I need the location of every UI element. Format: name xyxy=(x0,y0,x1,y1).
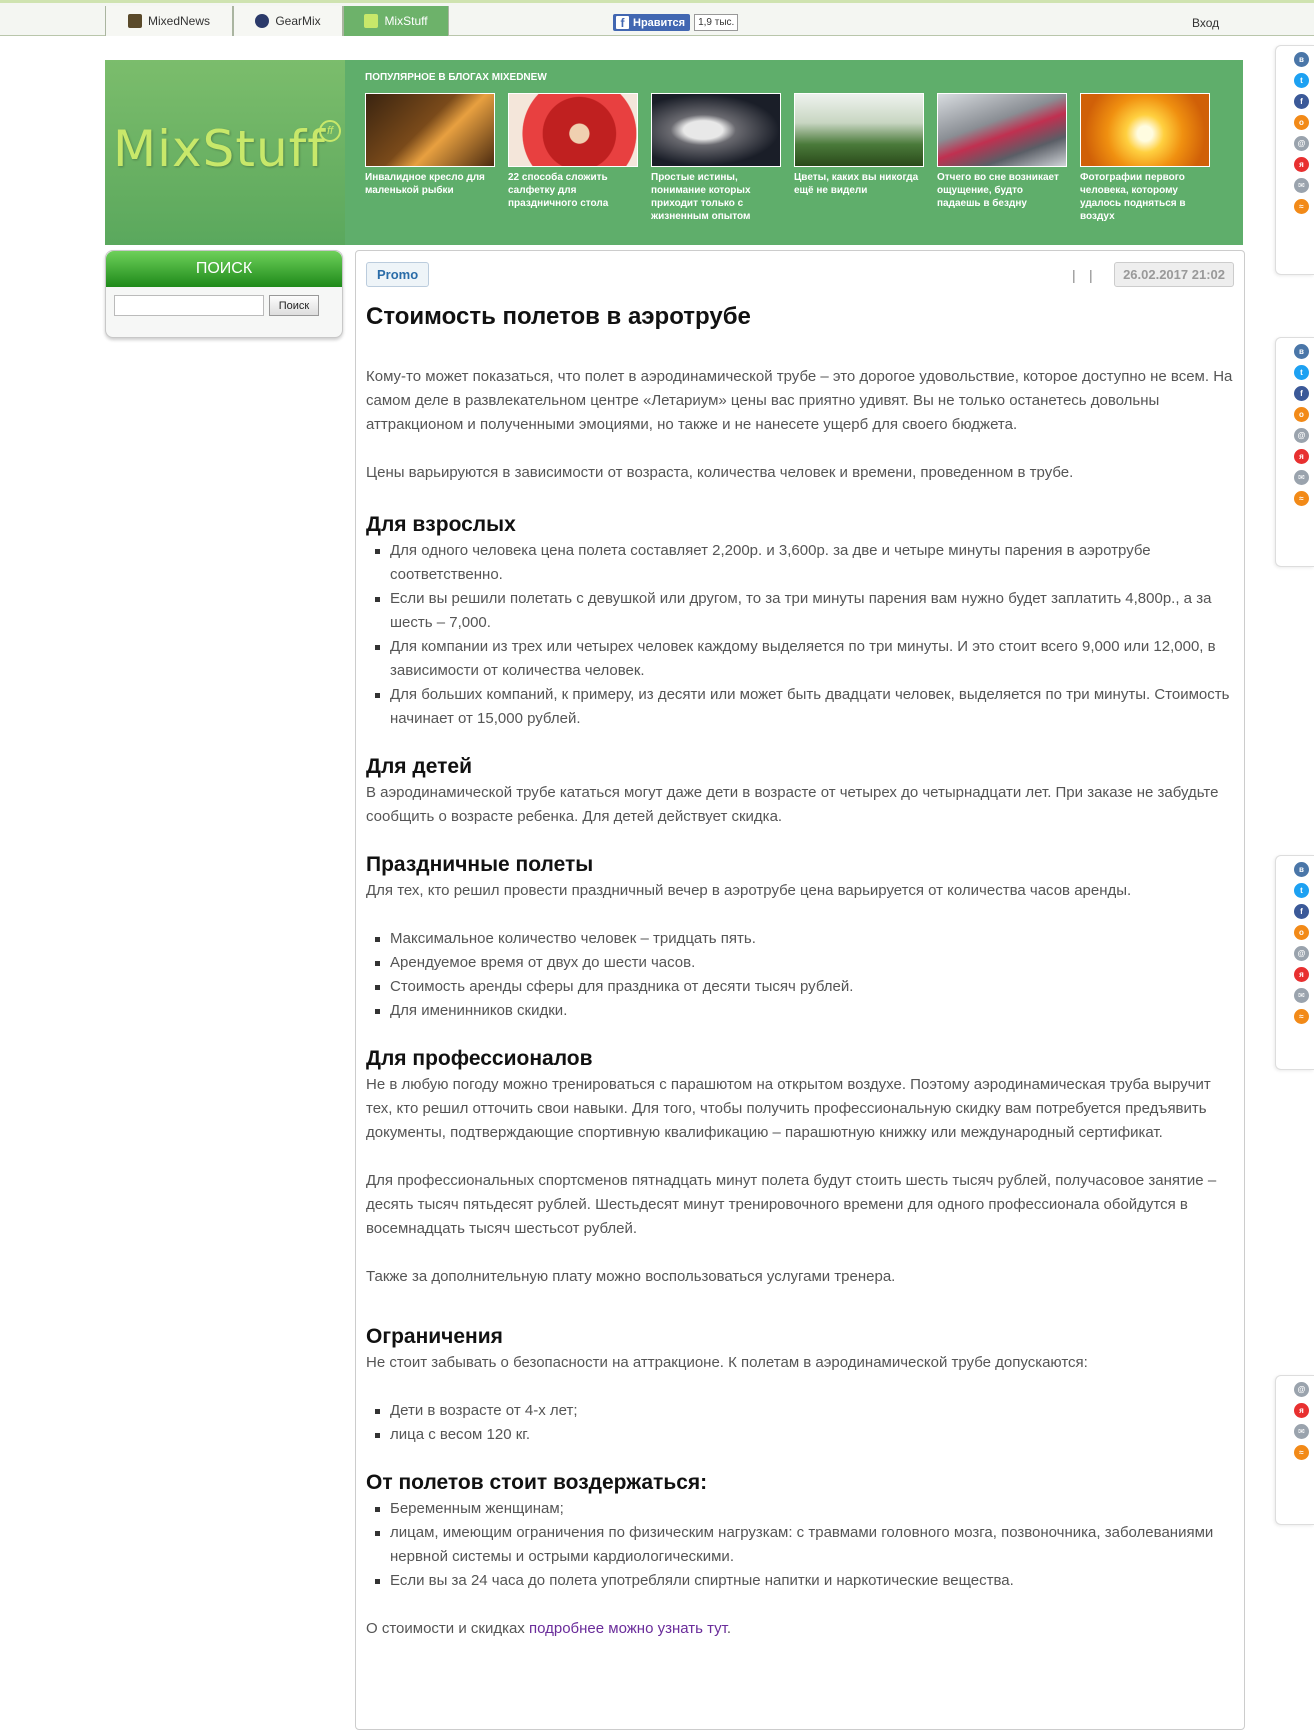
list-item: Арендуемое время от двух до шести часов. xyxy=(366,951,1236,975)
list-item: Максимальное количество человек – тридцать пять. xyxy=(366,927,1236,951)
post-thumbnail[interactable] xyxy=(794,93,924,167)
list-item: Если вы за 24 часа до полета употребляли спиртные напитки и наркотические вещества. xyxy=(366,1569,1236,1593)
list-item: Для одного человека цена полета составляет 2,200р. и 3,600р. за две и четыре минуты парения в аэротрубе соответственно. xyxy=(366,539,1236,587)
logo-mark-icon: ff xyxy=(319,120,341,142)
section-heading: Для профессионалов xyxy=(366,1047,593,1070)
post-caption[interactable]: Инвалидное кресло для маленькой рыбки xyxy=(365,172,485,196)
paragraph: Для тех, кто решил провести праздничный вечер в аэротрубе цена варьируется от количества часов аренды. xyxy=(366,882,1132,899)
rss-icon[interactable]: ≈ xyxy=(1294,491,1309,506)
list xyxy=(366,1497,1236,1593)
post-caption[interactable]: Отчего во сне возникает ощущение, будто падаешь в бездну xyxy=(937,172,1059,209)
facebook-icon[interactable]: f xyxy=(1294,386,1309,401)
vk-icon[interactable]: в xyxy=(1294,862,1309,877)
login-link[interactable]: Вход xyxy=(1192,16,1220,30)
site-header xyxy=(105,60,1243,245)
meta-separator: | xyxy=(1072,267,1076,283)
odnoklassniki-icon[interactable]: о xyxy=(1294,115,1309,130)
paragraph: Цены варьируются в зависимости от возраста, количества человек и времени, проведенном в трубе. xyxy=(366,464,1074,481)
like-label: Нравится xyxy=(633,16,686,29)
post-thumbnail[interactable] xyxy=(937,93,1067,167)
share-rail xyxy=(1275,1375,1314,1525)
category-badge[interactable]: Promo xyxy=(366,262,429,287)
yandex-icon[interactable]: я xyxy=(1294,1403,1309,1418)
article-card xyxy=(355,250,1245,1730)
popular-post[interactable] xyxy=(365,93,495,197)
tab-label: MixedNews xyxy=(147,14,210,28)
tab-label: GearMix xyxy=(275,14,321,28)
list-item: Если вы решили полетать с девушкой или другом, то за три минуты парения вам нужно будет заплатить 4,800р., а за шесть – 7,000. xyxy=(366,587,1236,635)
email-icon[interactable]: ✉ xyxy=(1294,470,1309,485)
meta-separator: | xyxy=(1089,267,1093,283)
twitter-icon[interactable]: t xyxy=(1294,73,1309,88)
post-thumbnail[interactable] xyxy=(651,93,781,167)
tab-mixstuff[interactable] xyxy=(343,6,449,36)
section-heading: От полетов стоит воздержаться: xyxy=(366,1471,708,1494)
vk-icon[interactable]: в xyxy=(1294,344,1309,359)
section-heading: Ограничения xyxy=(366,1325,503,1348)
site-logo: MixStuff xyxy=(113,120,326,178)
like-count: 1,9 тыс. xyxy=(694,14,738,31)
footer-end: . xyxy=(726,1620,732,1637)
odnoklassniki-icon[interactable]: о xyxy=(1294,407,1309,422)
tab-gearmix[interactable] xyxy=(233,6,343,36)
section-heading: Для детей xyxy=(366,755,472,778)
list-item: Стоимость аренды сферы для праздника от десяти тысяч рублей. xyxy=(366,975,1236,999)
mailru-icon[interactable]: @ xyxy=(1294,136,1309,151)
list-item: Для именинников скидки. xyxy=(366,999,1236,1023)
footer-text: О стоимости и скидках xyxy=(366,1620,525,1637)
mailru-icon[interactable]: @ xyxy=(1294,428,1309,443)
rss-icon[interactable]: ≈ xyxy=(1294,1445,1309,1460)
yandex-icon[interactable]: я xyxy=(1294,967,1309,982)
article-body xyxy=(366,303,1236,1665)
popular-post[interactable] xyxy=(794,93,924,197)
email-icon[interactable]: ✉ xyxy=(1294,988,1309,1003)
logo-area[interactable] xyxy=(105,60,345,245)
post-caption[interactable]: Простые истины, понимание которых приходит только с жизненным опытом xyxy=(651,172,751,222)
paragraph: Не в любую погоду можно тренироваться с парашютом на открытом воздухе. Поэтому аэродинамическая труба выручит тех, кто решил отточить свои навыки. Для того, чтобы получить профессиональную скидку вам потребуется предъявить документы, подтверждающие спортивную квалификацию – парашютную книжку или международный сертификат. xyxy=(366,1076,1211,1141)
tab-label: MixStuff xyxy=(384,14,428,28)
top-bar xyxy=(0,0,1314,36)
list-item: Для компании из трех или четырех человек каждому выделяется по три минуты. И это стоит всего 9,000 или 12,000, в зависимости от количества человек. xyxy=(366,635,1236,683)
vk-icon[interactable]: в xyxy=(1294,52,1309,67)
list-item: Беременным женщинам; xyxy=(366,1497,1236,1521)
list xyxy=(366,539,1236,731)
section-heading: Для взрослых xyxy=(366,513,516,536)
twitter-icon[interactable]: t xyxy=(1294,883,1309,898)
popular-post[interactable] xyxy=(508,93,638,210)
share-rail xyxy=(1275,337,1314,567)
rss-icon[interactable]: ≈ xyxy=(1294,199,1309,214)
post-caption[interactable]: Фотографии первого человека, которому удалось подняться в воздух xyxy=(1080,172,1186,222)
email-icon[interactable]: ✉ xyxy=(1294,178,1309,193)
share-rail xyxy=(1275,855,1314,1070)
popular-title: ПОПУЛЯРНОЕ В БЛОГАХ MIXEDNEW xyxy=(365,72,547,83)
mixstuff-icon xyxy=(364,14,378,28)
search-widget xyxy=(105,250,343,338)
yandex-icon[interactable]: я xyxy=(1294,449,1309,464)
post-date: 26.02.2017 21:02 xyxy=(1114,262,1234,287)
list-item: Дети в возрасте от 4-х лет; xyxy=(366,1399,1236,1423)
section-heading: Праздничные полеты xyxy=(366,853,594,876)
yandex-icon[interactable]: я xyxy=(1294,157,1309,172)
gearmix-icon xyxy=(255,14,269,28)
mixednews-icon xyxy=(128,14,142,28)
facebook-like-button[interactable] xyxy=(613,14,690,31)
footer-paragraph xyxy=(366,1617,1236,1641)
popular-post[interactable] xyxy=(937,93,1067,210)
post-caption[interactable]: 22 способа сложить салфетку для праздничного стола xyxy=(508,172,609,209)
paragraph: Также за дополнительную плату можно воспользоваться услугами тренера. xyxy=(366,1268,896,1285)
popular-post[interactable] xyxy=(1080,93,1210,223)
popular-post[interactable] xyxy=(651,93,781,223)
facebook-like-widget xyxy=(613,14,738,31)
paragraph: Для профессиональных спортсменов пятнадцать минут полета будут стоить шесть тысяч рублей, получасовое занятие – десять тысяч пятьдесят рублей. Шестьдесят минут тренировочного времени для одного профессионала обойдутся в восемнадцать тысяч шестьсот рублей. xyxy=(366,1172,1217,1237)
tab-mixednews[interactable] xyxy=(105,6,233,36)
post-caption[interactable]: Цветы, каких вы никогда ещё не видели xyxy=(794,172,919,196)
email-icon[interactable]: ✉ xyxy=(1294,1424,1309,1439)
facebook-icon[interactable]: f xyxy=(1294,94,1309,109)
facebook-icon[interactable]: f xyxy=(1294,904,1309,919)
twitter-icon[interactable]: t xyxy=(1294,365,1309,380)
search-input[interactable] xyxy=(114,295,264,316)
paragraph: Кому-то может показаться, что полет в аэродинамической трубе – это дорогое удовольствие, которое доступно не всем. На самом деле в развлекательном центре «Летариум» цены вас приятно удивят. Вы не только останетесь довольны аттракционом и полученными эмоциями, но также и не нанесете ущерб для своего бюджета. xyxy=(366,368,1233,433)
article-title: Стоимость полетов в аэротрубе xyxy=(366,303,751,330)
share-rail xyxy=(1275,45,1314,275)
paragraph: Не стоит забывать о безопасности на аттракционе. К полетам в аэродинамической трубе допускаются: xyxy=(366,1354,1088,1371)
facebook-icon: f xyxy=(616,16,629,29)
list xyxy=(366,927,1236,1023)
paragraph: В аэродинамической трубе кататься могут даже дети в возрасте от четырех до четырнадцати лет. При заказе не забудьте сообщить о возрасте ребенка. Для детей действует скидка. xyxy=(366,784,1219,825)
search-title: ПОИСК xyxy=(106,251,342,287)
post-thumbnail[interactable] xyxy=(508,93,638,167)
list-item: лица с весом 120 кг. xyxy=(366,1423,1236,1447)
rss-icon[interactable]: ≈ xyxy=(1294,1009,1309,1024)
post-thumbnail[interactable] xyxy=(365,93,495,167)
search-button[interactable]: Поиск xyxy=(269,295,319,316)
mailru-icon[interactable]: @ xyxy=(1294,1382,1309,1397)
mailru-icon[interactable]: @ xyxy=(1294,946,1309,961)
list xyxy=(366,1399,1236,1447)
odnoklassniki-icon[interactable]: о xyxy=(1294,925,1309,940)
more-info-link[interactable]: подробнее можно узнать тут xyxy=(528,1620,727,1637)
list-item: лицам, имеющим ограничения по физическим нагрузкам: с травмами головного мозга, позвоночника, заболеваниями нервной системы и острыми кардиологическими. xyxy=(366,1521,1236,1569)
list-item: Для больших компаний, к примеру, из десяти или может быть двадцати человек, выделяется по три минуты. Стоимость начинает от 15,000 рублей. xyxy=(366,683,1236,731)
post-thumbnail[interactable] xyxy=(1080,93,1210,167)
